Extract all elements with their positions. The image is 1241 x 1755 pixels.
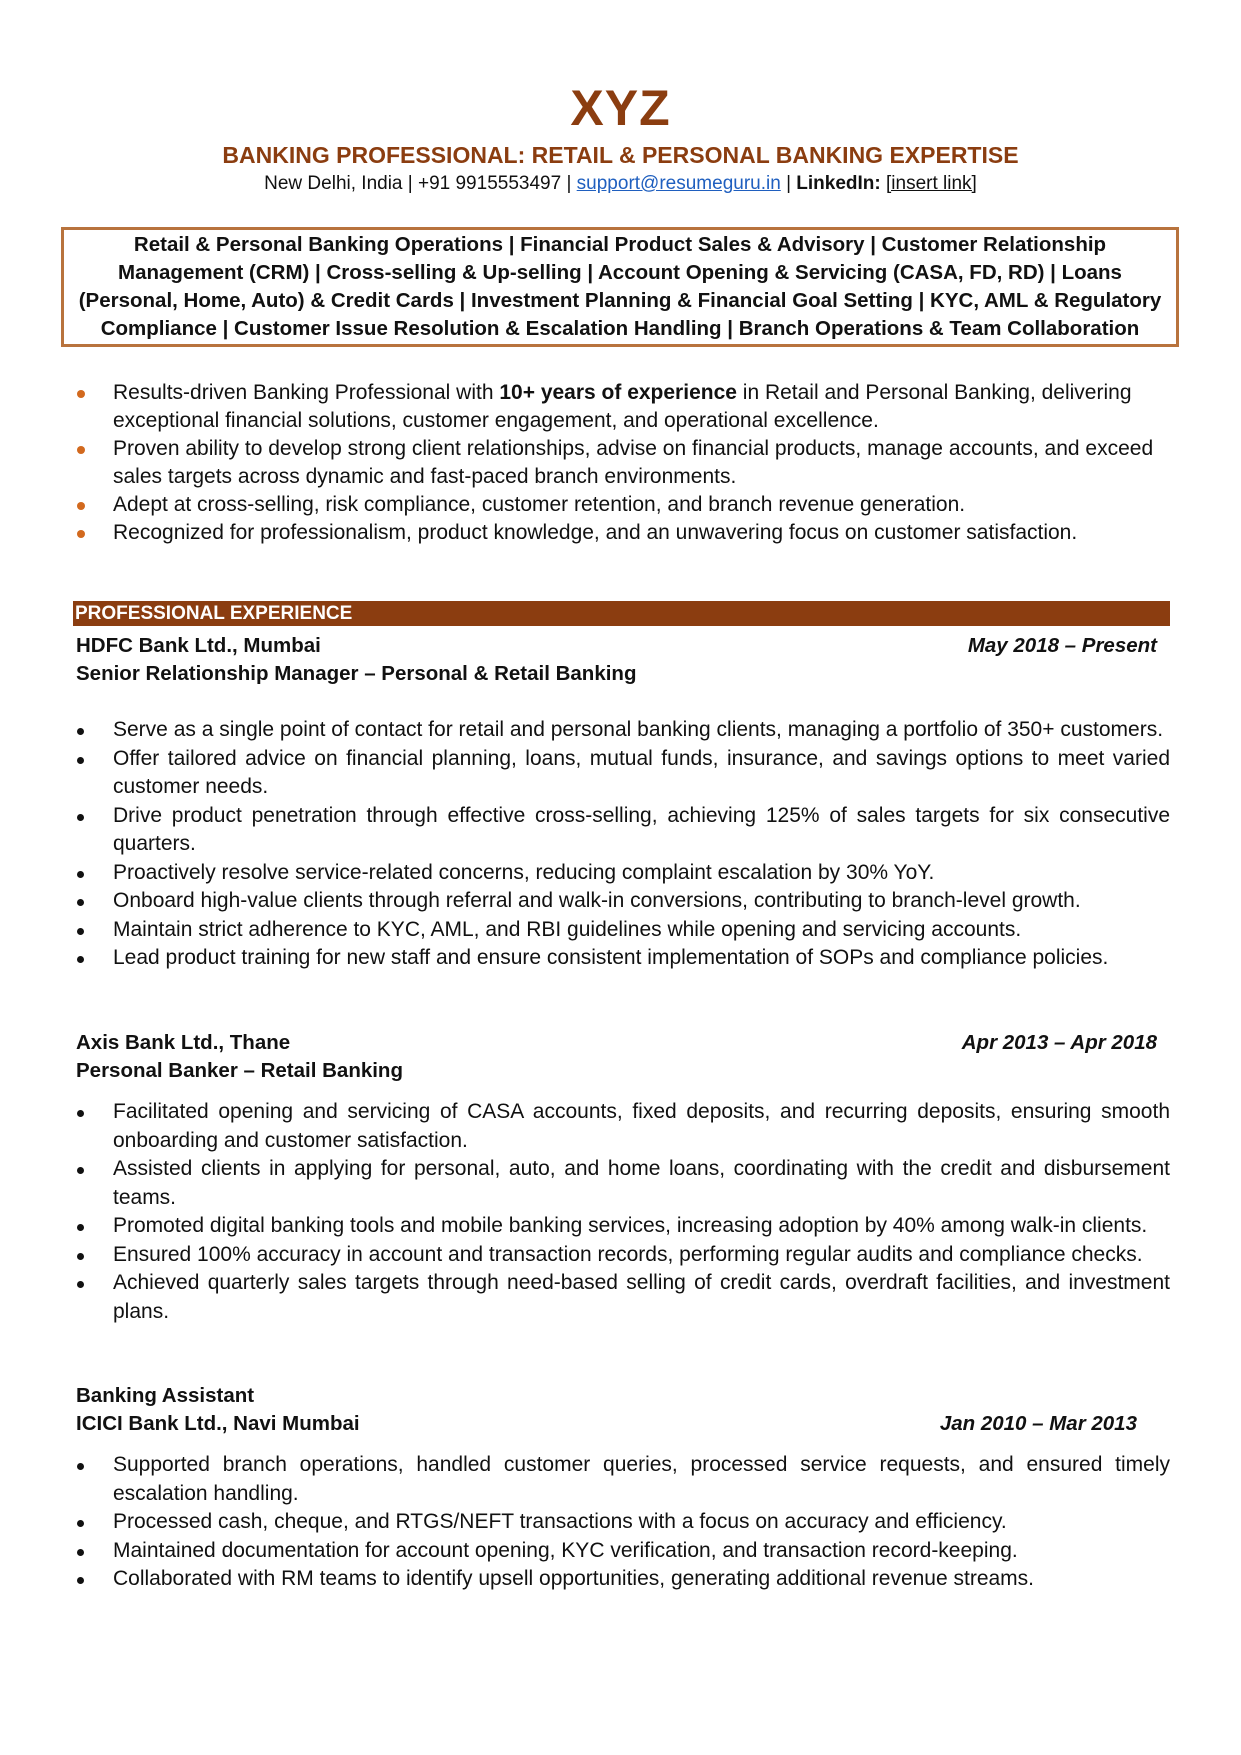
email-link[interactable]: support@resumeguru.in: [576, 173, 781, 194]
list-item: Drive product penetration through effective cross-selling, achieving 125% of sales targets for six consecutive quarters.: [74, 802, 1170, 859]
list-item: Supported branch operations, handled customer queries, processed service requests, and ensured timely escalation handling.: [74, 1451, 1170, 1508]
list-item: Offer tailored advice on financial planning, loans, mutual funds, insurance, and savings options to meet varied customer needs.: [74, 745, 1170, 802]
job-title-line: [76, 660, 1166, 688]
summary-item: Proven ability to develop strong client relationships, advise on financial products, manage accounts, and exceed sales targets across dynamic and fast-paced branch environments.: [74, 435, 1174, 491]
bullet-dot-icon: [77, 728, 84, 735]
list-item: Lead product training for new staff and ensure consistent implementation of SOPs and compliance policies.: [74, 944, 1170, 973]
list-item: Assisted clients in applying for personal, auto, and home loans, coordinating with the credit and disbursement teams.: [74, 1155, 1170, 1212]
bullet-dot-icon: [77, 956, 84, 963]
job-dates: Apr 2013 – Apr 2018: [961, 1031, 1157, 1054]
job-company: ICICI Bank Ltd., Navi Mumbai: [76, 1412, 360, 1435]
job-company: HDFC Bank Ltd., Mumbai: [76, 634, 321, 657]
list-item: Achieved quarterly sales targets through need-based selling of credit cards, overdraft facilities, and investment plans.: [74, 1269, 1170, 1326]
bullet-dot-icon: [77, 502, 85, 510]
summary-item: Results-driven Banking Professional with 10+ years of experience in Retail and Personal Banking, delivering exceptional financial solutions, customer engagement, and operational excellence.: [74, 379, 1174, 435]
job-title: Banking Assistant: [76, 1384, 255, 1407]
bullet-dot-icon: [77, 1577, 84, 1584]
job-title-line: [76, 1382, 1166, 1410]
section-title-experience: PROFESSIONAL EXPERIENCE: [73, 601, 1170, 626]
bullet-dot-icon: [77, 530, 85, 538]
bullet-dot-icon: [77, 1520, 84, 1527]
bullet-dot-icon: [77, 899, 84, 906]
list-item: Onboard high-value clients through referral and walk-in conversions, contributing to branch-level growth.: [74, 887, 1170, 916]
job-title-line: [76, 1057, 1166, 1085]
job-bullets: [74, 716, 1170, 973]
list-item: Proactively resolve service-related concerns, reducing complaint escalation by 30% YoY.: [74, 859, 1170, 888]
bullet-dot-icon: [77, 928, 84, 935]
bullet-dot-icon: [77, 814, 84, 821]
bullet-dot-icon: [77, 1253, 84, 1260]
contact-line: [0, 171, 1241, 197]
summary-item: Recognized for professionalism, product knowledge, and an unwavering focus on customer satisfaction.: [74, 519, 1174, 547]
bullet-dot-icon: [77, 1167, 84, 1174]
job-title: Senior Relationship Manager – Personal & Retail Banking: [76, 662, 637, 685]
job-company-line: [76, 1029, 1166, 1057]
experience-highlight: 10+ years of experience: [499, 381, 737, 404]
list-item: Maintained documentation for account opening, KYC verification, and transaction record-keeping.: [74, 1537, 1170, 1566]
skills-box: [61, 227, 1179, 347]
bullet-dot-icon: [77, 446, 85, 454]
summary-list: [74, 379, 1174, 547]
phone: +91 9915553497: [417, 173, 562, 194]
professional-headline: BANKING PROFESSIONAL: RETAIL & PERSONAL BANKING EXPERTISE: [222, 142, 1019, 168]
list-item: Maintain strict adherence to KYC, AML, and RBI guidelines while opening and servicing accounts.: [74, 916, 1170, 945]
linkedin-label: LinkedIn:: [796, 173, 881, 194]
bullet-dot-icon: [77, 1463, 84, 1470]
job-company-line: [76, 632, 1166, 660]
bullet-dot-icon: [77, 757, 84, 764]
summary-item: Adept at cross-selling, risk compliance, customer retention, and branch revenue generation.: [74, 491, 1174, 519]
job-bullets: [74, 1098, 1170, 1326]
list-item: Collaborated with RM teams to identify upsell opportunities, generating additional revenue streams.: [74, 1565, 1170, 1594]
list-item: Facilitated opening and servicing of CASA accounts, fixed deposits, and recurring deposits, ensuring smooth onboarding and customer satisfaction.: [74, 1098, 1170, 1155]
job-dates: Jan 2010 – Mar 2013: [939, 1412, 1137, 1435]
list-item: Ensured 100% accuracy in account and transaction records, performing regular audits and compliance checks.: [74, 1241, 1170, 1270]
separator: |: [780, 173, 797, 194]
skills-text: Retail & Personal Banking Operations | Financial Product Sales & Advisory | Customer Relationship Management (CRM) | Cross-selling & Up-selling | Account Opening & Servicing (CASA, FD, RD) | Loans (Personal, Home, Auto) & Credit Cards | Investment Planning & Financial Goal Setting | KYC, AML & Regulatory Compliance | Customer Issue Resolution & Escalation Handling | Branch Operations & Team Collaboration: [78, 233, 1162, 340]
linkedin-link[interactable]: [insert link]: [886, 173, 977, 194]
bullet-dot-icon: [77, 1110, 84, 1117]
separator: |: [402, 173, 418, 194]
job-dates: May 2018 – Present: [967, 634, 1157, 657]
bullet-dot-icon: [77, 871, 84, 878]
location: New Delhi, India: [264, 173, 403, 194]
job-company: Axis Bank Ltd., Thane: [76, 1031, 291, 1054]
bullet-dot-icon: [77, 1224, 84, 1231]
bullet-dot-icon: [77, 1549, 84, 1556]
job-company-line: [76, 1410, 1166, 1438]
candidate-name: XYZ: [570, 80, 671, 136]
bullet-dot-icon: [77, 1281, 84, 1288]
list-item: Promoted digital banking tools and mobile banking services, increasing adoption by 40% among walk-in clients.: [74, 1212, 1170, 1241]
bullet-dot-icon: [77, 390, 85, 398]
list-item: Serve as a single point of contact for retail and personal banking clients, managing a portfolio of 350+ customers.: [74, 716, 1170, 745]
job-title: Personal Banker – Retail Banking: [76, 1059, 403, 1082]
job-bullets: [74, 1451, 1170, 1594]
list-item: Processed cash, cheque, and RTGS/NEFT transactions with a focus on accuracy and efficiency.: [74, 1508, 1170, 1537]
separator: |: [561, 173, 577, 194]
